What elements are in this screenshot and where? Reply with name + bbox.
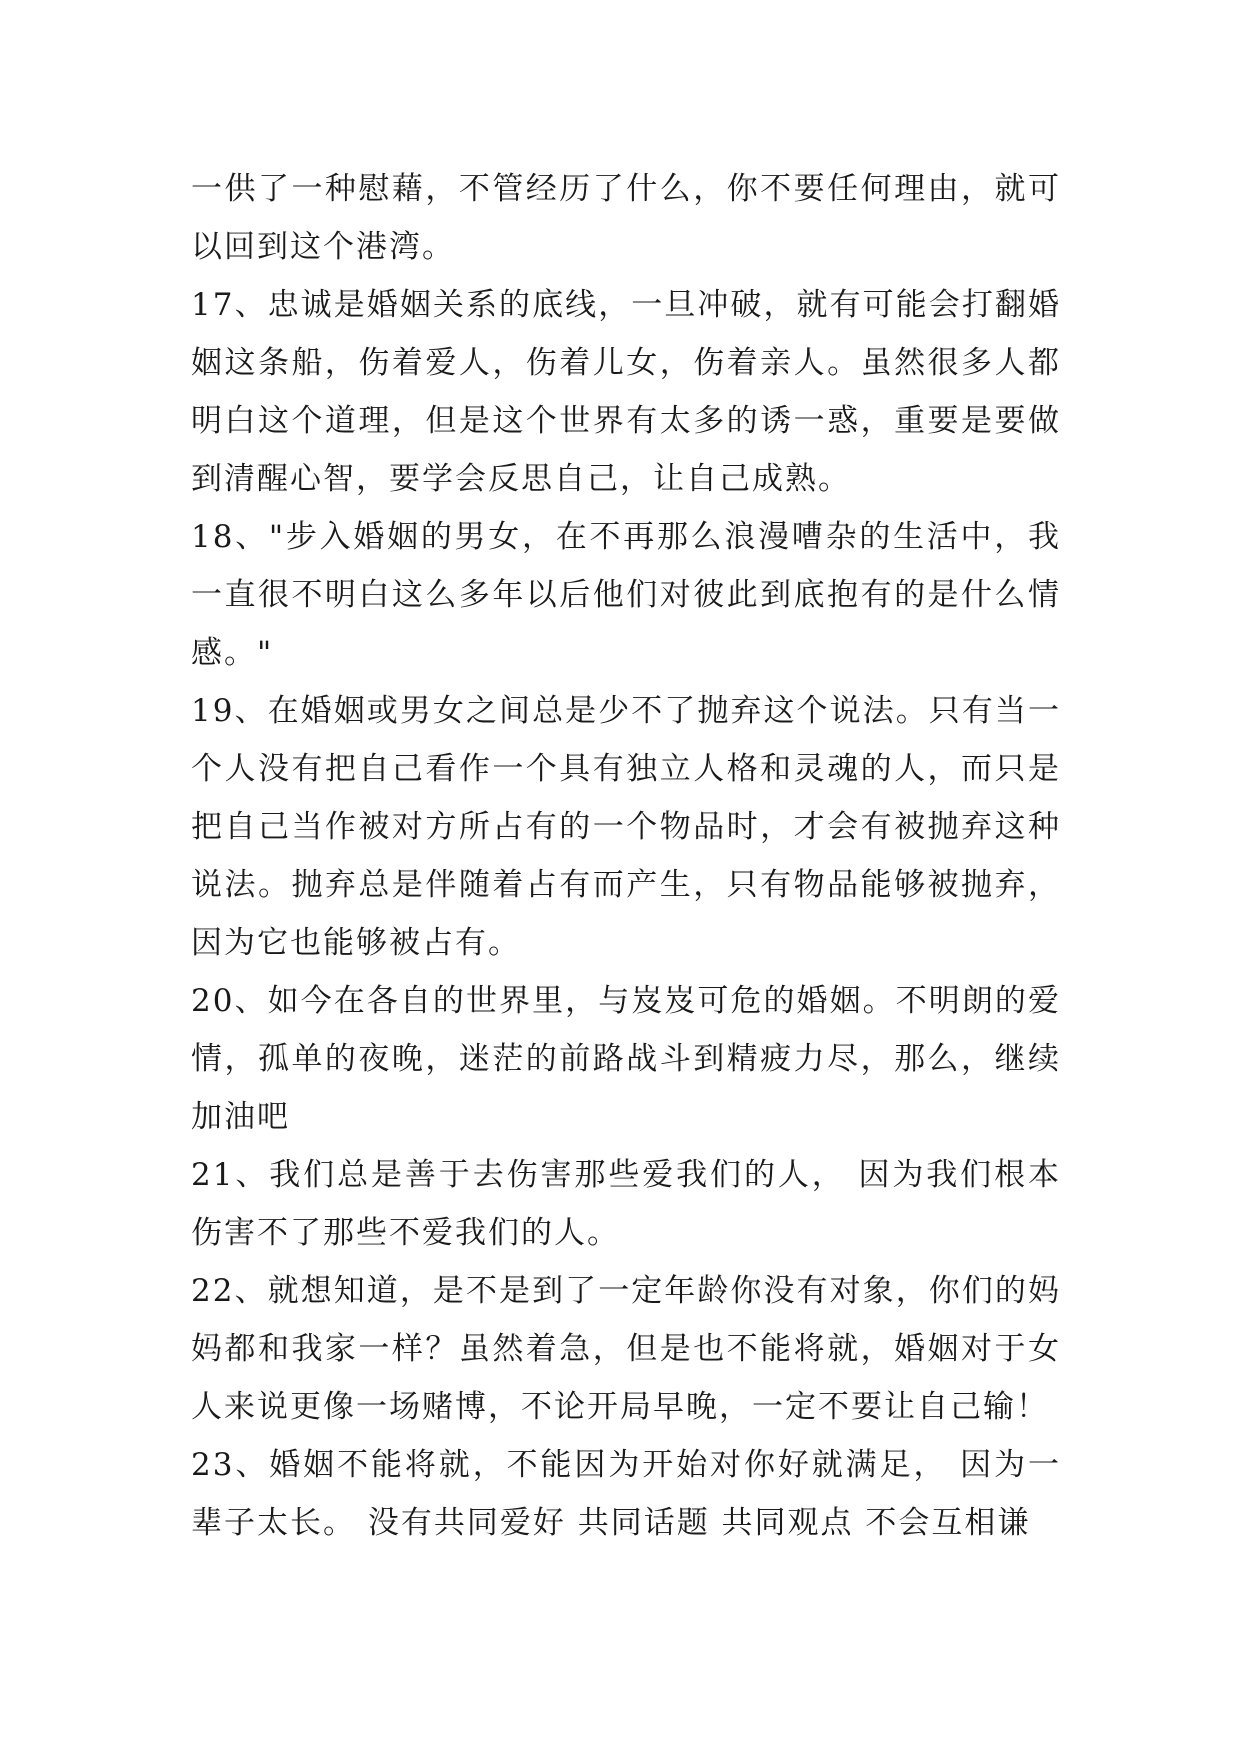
paragraph-19: 19、在婚姻或男女之间总是少不了抛弃这个说法。只有当一个人没有把自己看作一个具有独立人格和灵魂的人，而只是把自己当作被对方所占有的一个物品时，才会有被抛弃这种说法。抛弃总是伴随着占有而产生，只有物品能够被抛弃，因为它也能够被占有。	[191, 693, 1061, 961]
paragraph-17: 17、忠诚是婚姻关系的底线，一旦冲破，就有可能会打翻婚姻这条船，伤着爱人，伤着儿女，伤着亲人。虽然很多人都明白这个道理，但是这个世界有太多的诱一惑，重要是要做到清醒心智，要学会反思自己，让自己成熟。	[191, 287, 1061, 497]
body-text	[191, 160, 1061, 1552]
paragraph-21: 21、我们总是善于去伤害那些爱我们的人， 因为我们根本伤害不了那些不爱我们的人。	[191, 1157, 1061, 1251]
paragraph-20: 20、如今在各自的世界里，与岌岌可危的婚姻。不明朗的爱情，孤单的夜晚，迷茫的前路战斗到精疲力尽，那么，继续加油吧	[191, 983, 1061, 1135]
paragraph-18: 18、"步入婚姻的男女，在不再那么浪漫嘈杂的生活中，我一直很不明白这么多年以后他们对彼此到底抱有的是什么情感。"	[191, 519, 1061, 671]
paragraph-continuation: 一供了一种慰藉，不管经历了什么，你不要任何理由，就可以回到这个港湾。	[191, 171, 1061, 265]
paragraph-22: 22、就想知道，是不是到了一定年龄你没有对象，你们的妈妈都和我家一样？虽然着急，但是也不能将就，婚姻对于女人来说更像一场赌博，不论开局早晚，一定不要让自己输！	[191, 1273, 1061, 1425]
paragraph-23: 23、婚姻不能将就，不能因为开始对你好就满足， 因为一辈子太长。 没有共同爱好 共同话题 共同观点 不会互相谦	[191, 1447, 1061, 1541]
